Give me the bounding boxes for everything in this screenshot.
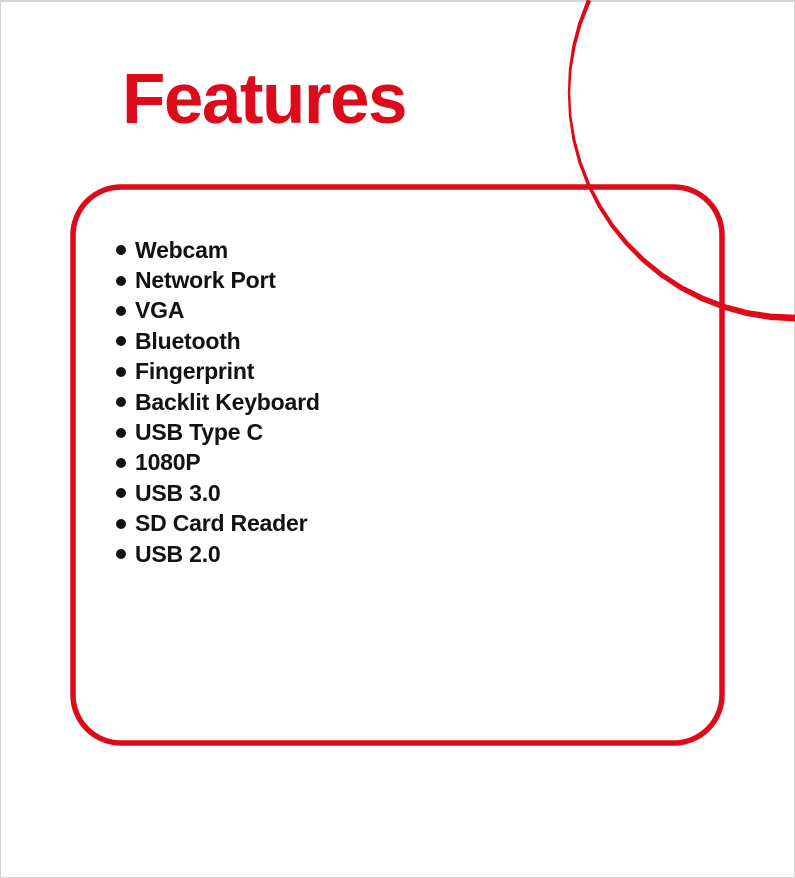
feature-item	[116, 357, 320, 387]
feature-label: USB Type C	[135, 419, 263, 446]
features-list	[116, 235, 320, 569]
bullet-icon	[116, 306, 126, 316]
feature-item	[116, 448, 320, 478]
feature-item	[116, 509, 320, 539]
bullet-icon	[116, 397, 126, 407]
feature-label: Bluetooth	[135, 327, 241, 354]
bullet-icon	[116, 458, 126, 468]
feature-label: Fingerprint	[135, 358, 255, 385]
bullet-icon	[116, 428, 126, 438]
feature-label: Network Port	[135, 267, 276, 294]
feature-label: USB 3.0	[135, 479, 221, 506]
feature-label: 1080P	[135, 449, 201, 476]
feature-label: Webcam	[135, 236, 228, 263]
feature-item	[116, 296, 320, 326]
feature-item	[116, 265, 320, 295]
feature-item	[116, 478, 320, 508]
bullet-icon	[116, 276, 126, 286]
decorative-arc-icon	[568, 0, 795, 321]
feature-item	[116, 539, 320, 569]
feature-item	[116, 235, 320, 265]
feature-label: SD Card Reader	[135, 510, 308, 537]
feature-label: USB 2.0	[135, 540, 221, 567]
feature-item	[116, 387, 320, 417]
bullet-icon	[116, 549, 126, 559]
feature-item	[116, 417, 320, 447]
bullet-icon	[116, 245, 126, 255]
feature-item	[116, 326, 320, 356]
feature-label: Backlit Keyboard	[135, 388, 320, 415]
page-title: Features	[122, 60, 406, 139]
bullet-icon	[116, 488, 126, 498]
bullet-icon	[116, 519, 126, 529]
feature-label: VGA	[135, 297, 185, 324]
bullet-icon	[116, 367, 126, 377]
bullet-icon	[116, 336, 126, 346]
